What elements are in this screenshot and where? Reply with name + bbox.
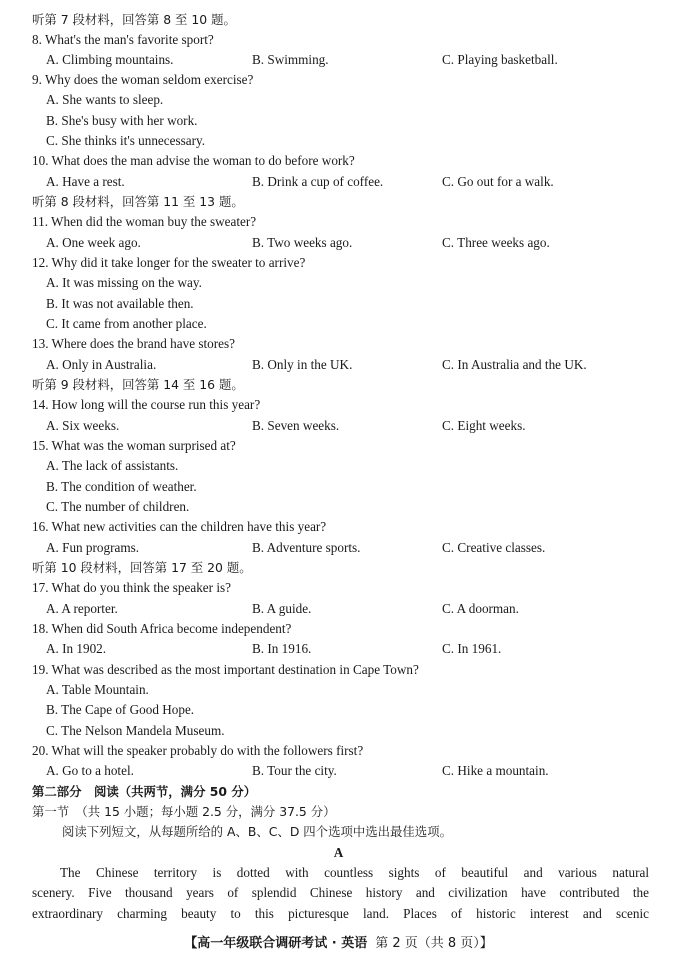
question-18-options — [32, 639, 652, 659]
section-heading-7: 听第 7 段材料，回答第 8 至 10 题。 — [32, 12, 236, 27]
question-14-options — [32, 416, 652, 436]
option-b: B. The Cape of Good Hope. — [46, 702, 195, 717]
section-heading-9: 听第 9 段材料，回答第 14 至 16 题。 — [32, 377, 244, 392]
option-c: C. She thinks it's unnecessary. — [46, 133, 206, 148]
option-b: B. Two weeks ago. — [252, 235, 353, 250]
question-9-option-c — [32, 131, 652, 151]
section-heading-10: 听第 10 段材料，回答第 17 至 20 题。 — [32, 560, 252, 575]
question-11-stem: 11. When did the woman buy the sweater? — [32, 214, 257, 229]
option-a: A. Climbing mountains. — [46, 52, 174, 67]
option-b: B. Swimming. — [252, 52, 329, 67]
option-c: C. Go out for a walk. — [442, 174, 554, 189]
option-a: A. Go to a hotel. — [46, 763, 134, 778]
question-9-option-a — [32, 90, 652, 110]
question-16-options — [32, 538, 652, 558]
question-19-option-c — [32, 721, 652, 741]
question-14-stem: 14. How long will the course run this year? — [32, 397, 261, 412]
question-19-option-a — [32, 680, 652, 700]
option-c: C. Eight weeks. — [442, 418, 526, 433]
question-15-option-a — [32, 456, 652, 476]
passage-a-text — [32, 863, 649, 924]
option-b: B. Adventure sports. — [252, 540, 361, 555]
question-8-options — [32, 50, 652, 70]
question-17-stem: 17. What do you think the speaker is? — [32, 580, 231, 595]
question-10-stem: 10. What does the man advise the woman to do before work? — [32, 153, 355, 168]
option-c: C. It came from another place. — [46, 316, 207, 331]
option-a: A. The lack of assistants. — [46, 458, 179, 473]
passage-line: scenery. Five thousand years of splendid Chinese history and civilization have contributed the — [32, 885, 649, 901]
option-c: C. In 1961. — [442, 641, 502, 656]
option-c: C. The number of children. — [46, 499, 190, 514]
option-b: B. Drink a cup of coffee. — [252, 174, 384, 189]
option-b: B. In 1916. — [252, 641, 312, 656]
option-c: C. Creative classes. — [442, 540, 546, 555]
page-footer — [0, 934, 677, 954]
option-b: B. A guide. — [252, 601, 312, 616]
option-a: A. Table Mountain. — [46, 682, 149, 697]
option-b: B. She's busy with her work. — [46, 113, 198, 128]
option-b: B. Seven weeks. — [252, 418, 340, 433]
section-heading-8: 听第 8 段材料，回答第 11 至 13 题。 — [32, 194, 244, 209]
question-12-option-b — [32, 294, 652, 314]
question-17-options — [32, 599, 652, 619]
question-20-stem: 20. What will the speaker probably do with the followers first? — [32, 743, 364, 758]
question-11-options — [32, 233, 652, 253]
passage-letter: A — [333, 845, 344, 860]
option-a: A. Six weeks. — [46, 418, 120, 433]
question-15-option-b — [32, 477, 652, 497]
option-a: A. One week ago. — [46, 235, 141, 250]
option-b: B. It was not available then. — [46, 296, 194, 311]
question-18-stem: 18. When did South Africa become independent? — [32, 621, 292, 636]
question-12-option-a — [32, 273, 652, 293]
question-19-stem: 19. What was described as the most important destination in Cape Town? — [32, 662, 419, 677]
question-9-stem: 9. Why does the woman seldom exercise? — [32, 72, 254, 87]
footer-page-number: 第 2 页（共 8 页）】 — [375, 936, 493, 951]
question-15-option-c — [32, 497, 652, 517]
option-b: B. Tour the city. — [252, 763, 337, 778]
option-c: C. Three weeks ago. — [442, 235, 550, 250]
option-c: C. Hike a mountain. — [442, 763, 549, 778]
reading-instruction: 阅读下列短文，从每题所给的 A、B、C、D 四个选项中选出最佳选项。 — [62, 824, 452, 839]
question-9-option-b — [32, 111, 652, 131]
option-a: A. It was missing on the way. — [46, 275, 202, 290]
question-20-options — [32, 761, 652, 781]
footer-title: 【高一年级联合调研考试 · 英语 — [184, 936, 368, 951]
question-12-stem: 12. Why did it take longer for the sweater to arrive? — [32, 255, 306, 270]
part-two-title: 第二部分 阅读（共两节，满分 50 分） — [32, 784, 257, 799]
question-13-stem: 13. Where does the brand have stores? — [32, 336, 235, 351]
question-19-option-b — [32, 700, 652, 720]
option-a: A. A reporter. — [46, 601, 118, 616]
option-c: C. The Nelson Mandela Museum. — [46, 723, 225, 738]
question-10-options — [32, 172, 652, 192]
question-12-option-c — [32, 314, 652, 334]
option-a: A. Have a rest. — [46, 174, 125, 189]
question-16-stem: 16. What new activities can the children have this year? — [32, 519, 327, 534]
option-a: A. In 1902. — [46, 641, 107, 656]
passage-line: extraordinary charming beauty to this picturesque land. Places of historic interest and scenic — [32, 905, 649, 921]
question-13-options — [32, 355, 652, 375]
option-a: A. Fun programs. — [46, 540, 140, 555]
option-c: C. A doorman. — [442, 601, 519, 616]
option-a: A. Only in Australia. — [46, 357, 157, 372]
part-two-section-one: 第一节 （共 15 小题；每小题 2.5 分，满分 37.5 分） — [32, 804, 336, 819]
question-8-stem: 8. What's the man's favorite sport? — [32, 32, 214, 47]
option-c: C. Playing basketball. — [442, 52, 558, 67]
option-b: B. Only in the UK. — [252, 357, 353, 372]
passage-line: The Chinese territory is dotted with countless sights of beautiful and various natural — [60, 865, 649, 880]
option-c: C. In Australia and the UK. — [442, 357, 587, 372]
question-15-stem: 15. What was the woman surprised at? — [32, 438, 236, 453]
option-a: A. She wants to sleep. — [46, 92, 164, 107]
option-b: B. The condition of weather. — [46, 479, 197, 494]
